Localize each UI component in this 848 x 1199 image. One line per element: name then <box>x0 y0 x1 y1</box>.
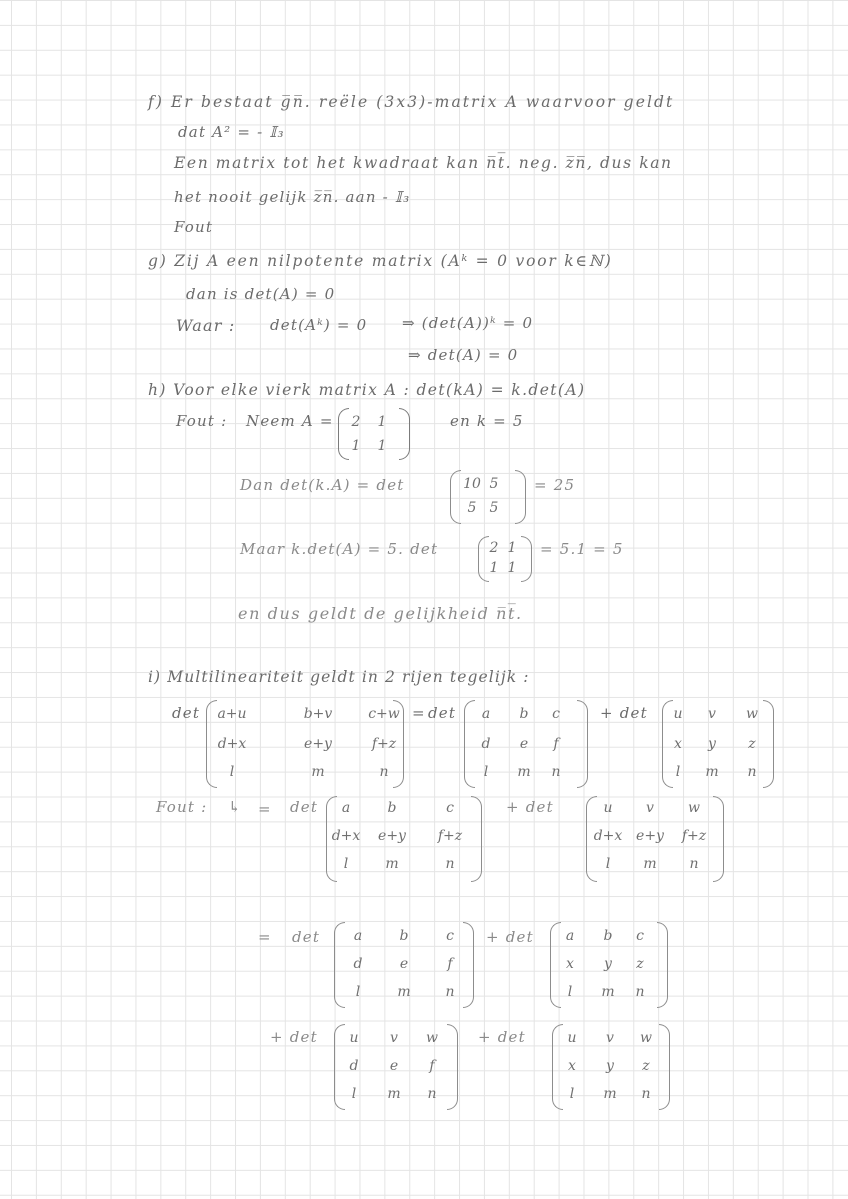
line-f-answer: Fout <box>174 218 214 236</box>
matrix-abc-def <box>464 700 588 788</box>
line-g-answer: Waar : <box>176 316 236 335</box>
matrix-cell: l <box>351 1086 357 1102</box>
matrix-cell: a <box>481 706 491 722</box>
matrix-cell: d <box>349 1058 359 1074</box>
matrix-abc-xyz <box>550 922 668 1008</box>
matrix-cell: m <box>603 1086 617 1102</box>
matrix-cell: c <box>636 928 644 944</box>
matrix-cell: m <box>311 764 325 780</box>
line-h-statement: h) Voor elke vierk matrix A : det(kA) = k.det(A) <box>148 381 586 399</box>
matrix-cell: u <box>567 1030 577 1046</box>
matrix-right-bracket <box>657 922 668 1008</box>
matrix-cell: z <box>642 1058 650 1074</box>
eq-3: = <box>258 928 272 946</box>
plus-det-5: + det <box>478 1028 526 1046</box>
matrix-abc-sum <box>326 796 482 882</box>
line-g-statement: g) Zij A een nilpotente matrix (Aᵏ = 0 voor k∈ℕ) <box>148 252 613 270</box>
matrix-right-bracket <box>463 922 474 1008</box>
det-label-4: det <box>292 928 321 946</box>
matrix-cell: 1 <box>507 540 517 556</box>
matrix-cell: n <box>551 764 561 780</box>
matrix-cell: c <box>446 800 454 816</box>
matrix-cell: m <box>387 1086 401 1102</box>
matrix-cell: e <box>519 736 529 752</box>
matrix-cell: m <box>601 984 615 1000</box>
matrix-right-bracket <box>447 1024 458 1110</box>
line-h-answer: Fout : <box>176 412 228 430</box>
matrix-left-bracket <box>552 1024 563 1110</box>
matrix-cell: l <box>605 856 611 872</box>
matrix-cell: v <box>708 706 716 722</box>
matrix-cell: m <box>517 764 531 780</box>
matrix-cell: 1 <box>377 438 387 454</box>
matrix-cell: n <box>379 764 389 780</box>
matrix-cell: m <box>385 856 399 872</box>
arrow-icon: ↳ <box>228 798 242 816</box>
matrix-cell: 1 <box>507 560 517 576</box>
matrix-right-bracket <box>577 700 588 788</box>
matrix-right-bracket <box>713 796 724 882</box>
matrix-uvw-sum <box>586 796 724 882</box>
line-i-answer: Fout : <box>156 798 208 816</box>
matrix-cell: 2 <box>351 414 361 430</box>
matrix-left-bracket <box>334 922 345 1008</box>
matrix-cell: f+z <box>681 828 707 844</box>
line-f-conclusion: het nooit gelijk z̅n̅. aan - 𝕀₃ <box>174 188 411 206</box>
matrix-cell: c <box>552 706 560 722</box>
matrix-cell: n <box>427 1086 437 1102</box>
matrix-cell: d <box>353 956 363 972</box>
matrix-cell: a+u <box>217 706 247 722</box>
line-g-step2: ⇒ (det(A))ᵏ = 0 <box>402 314 534 332</box>
matrix-cell: 5 <box>489 500 499 516</box>
matrix-cell: 1 <box>351 438 361 454</box>
matrix-cell: b <box>387 800 397 816</box>
matrix-uvw-def <box>334 1024 458 1110</box>
matrix-cell: l <box>569 1086 575 1102</box>
det-label-1: det <box>172 704 201 722</box>
matrix-cell: n <box>747 764 757 780</box>
matrix-cell: a <box>565 928 575 944</box>
matrix-cell: f <box>553 736 559 752</box>
plus-det-2: + det <box>506 798 554 816</box>
matrix-cell: 10 <box>463 476 481 492</box>
matrix-cell: v <box>646 800 654 816</box>
det-label-3: det <box>290 798 319 816</box>
matrix-cell: w <box>640 1030 652 1046</box>
line-h-25: = 25 <box>534 476 576 494</box>
matrix-cell: e+y <box>636 828 664 844</box>
eq-1: = <box>412 704 426 722</box>
matrix-cell: x <box>674 736 682 752</box>
line-h-conclusion: en dus geldt de gelijkheid n̅t̅. <box>238 604 523 623</box>
matrix-cell: x <box>568 1058 576 1074</box>
matrix-cell: e <box>389 1058 399 1074</box>
line-f-formula: dat A² = - 𝕀₃ <box>178 123 285 141</box>
matrix-cell: a <box>353 928 363 944</box>
matrix-cell: 5 <box>489 476 499 492</box>
matrix-cell: f+z <box>437 828 463 844</box>
matrix-cell: 1 <box>377 414 387 430</box>
matrix-cell: x <box>566 956 574 972</box>
matrix-right-bracket <box>471 796 482 882</box>
matrix-cell: l <box>229 764 235 780</box>
matrix-cell: y <box>604 956 612 972</box>
matrix-cell: c+w <box>368 706 400 722</box>
line-g-step1: det(Aᵏ) = 0 <box>270 316 368 334</box>
eq-2: = <box>258 800 272 818</box>
matrix-A-again <box>478 536 532 582</box>
matrix-cell: n <box>445 984 455 1000</box>
matrix-kA <box>450 470 526 524</box>
line-f-statement: f) Er bestaat g̅n̅. reële (3x3)-matrix A waarvoor geldt <box>148 93 675 111</box>
matrix-cell: d+x <box>331 828 361 844</box>
matrix-cell: n <box>635 984 645 1000</box>
matrix-cell: 1 <box>489 560 499 576</box>
matrix-cell: b <box>519 706 529 722</box>
matrix-left-bracket <box>662 700 673 788</box>
matrix-right-bracket <box>399 408 410 460</box>
matrix-cell: 5 <box>467 500 477 516</box>
matrix-cell: e+y <box>304 736 332 752</box>
matrix-cell: d+x <box>217 736 247 752</box>
matrix-cell: w <box>688 800 700 816</box>
matrix-right-bracket <box>763 700 774 788</box>
matrix-abc-def-2 <box>334 922 474 1008</box>
matrix-cell: e <box>399 956 409 972</box>
matrix-left-bracket <box>338 408 349 460</box>
matrix-left-bracket <box>550 922 561 1008</box>
matrix-cell: y <box>606 1058 614 1074</box>
matrix-cell: f <box>429 1058 435 1074</box>
matrix-cell: f <box>447 956 453 972</box>
line-i-statement: i) Multilineariteit geldt in 2 rijen tegelijk : <box>148 668 530 686</box>
matrix-cell: v <box>390 1030 398 1046</box>
matrix-cell: z <box>748 736 756 752</box>
matrix-cell: m <box>643 856 657 872</box>
matrix-cell: f+z <box>371 736 397 752</box>
line-h-then: Dan det(k.A) = det <box>240 476 405 494</box>
plus-det-1: + det <box>600 704 648 722</box>
matrix-left-bracket <box>450 470 461 524</box>
matrix-sum <box>206 700 404 788</box>
matrix-uvw-xyz <box>662 700 774 788</box>
plus-det-4: + det <box>270 1028 318 1046</box>
matrix-cell: e+y <box>378 828 406 844</box>
matrix-cell: 2 <box>489 540 499 556</box>
matrix-cell: u <box>603 800 613 816</box>
matrix-left-bracket <box>206 700 217 788</box>
matrix-cell: d <box>481 736 491 752</box>
det-label-2: det <box>428 704 457 722</box>
matrix-left-bracket <box>464 700 475 788</box>
matrix-uvw-xyz-2 <box>552 1024 670 1110</box>
matrix-right-bracket <box>521 536 532 582</box>
matrix-cell: b <box>603 928 613 944</box>
line-g-claim: dan is det(A) = 0 <box>186 285 336 303</box>
matrix-cell: n <box>689 856 699 872</box>
line-h-result: = 5.1 = 5 <box>540 540 624 558</box>
matrix-cell: v <box>606 1030 614 1046</box>
matrix-left-bracket <box>478 536 489 582</box>
line-h-take: Neem A = <box>246 412 334 430</box>
plus-det-3: + det <box>486 928 534 946</box>
matrix-cell: w <box>426 1030 438 1046</box>
matrix-cell: l <box>483 764 489 780</box>
matrix-cell: m <box>397 984 411 1000</box>
matrix-right-bracket <box>659 1024 670 1110</box>
matrix-left-bracket <box>334 1024 345 1110</box>
matrix-cell: l <box>567 984 573 1000</box>
matrix-cell: l <box>355 984 361 1000</box>
matrix-right-bracket <box>515 470 526 524</box>
matrix-cell: d+x <box>593 828 623 844</box>
matrix-cell: z <box>636 956 644 972</box>
matrix-A <box>338 408 410 460</box>
matrix-cell: w <box>746 706 758 722</box>
matrix-cell: a <box>341 800 351 816</box>
matrix-cell: b+v <box>303 706 333 722</box>
line-h-k: en k = 5 <box>450 412 524 430</box>
matrix-cell: b <box>399 928 409 944</box>
matrix-cell: n <box>445 856 455 872</box>
matrix-cell: m <box>705 764 719 780</box>
matrix-cell: y <box>708 736 716 752</box>
matrix-cell: l <box>343 856 349 872</box>
line-f-reason: Een matrix tot het kwadraat kan n̅t̅. neg. z̅n̅, dus kan <box>174 154 673 172</box>
matrix-cell: c <box>446 928 454 944</box>
matrix-cell: u <box>673 706 683 722</box>
line-h-but: Maar k.det(A) = 5. det <box>240 540 439 558</box>
line-g-step3: ⇒ det(A) = 0 <box>408 346 519 364</box>
matrix-cell: u <box>349 1030 359 1046</box>
matrix-cell: l <box>675 764 681 780</box>
matrix-cell: n <box>641 1086 651 1102</box>
